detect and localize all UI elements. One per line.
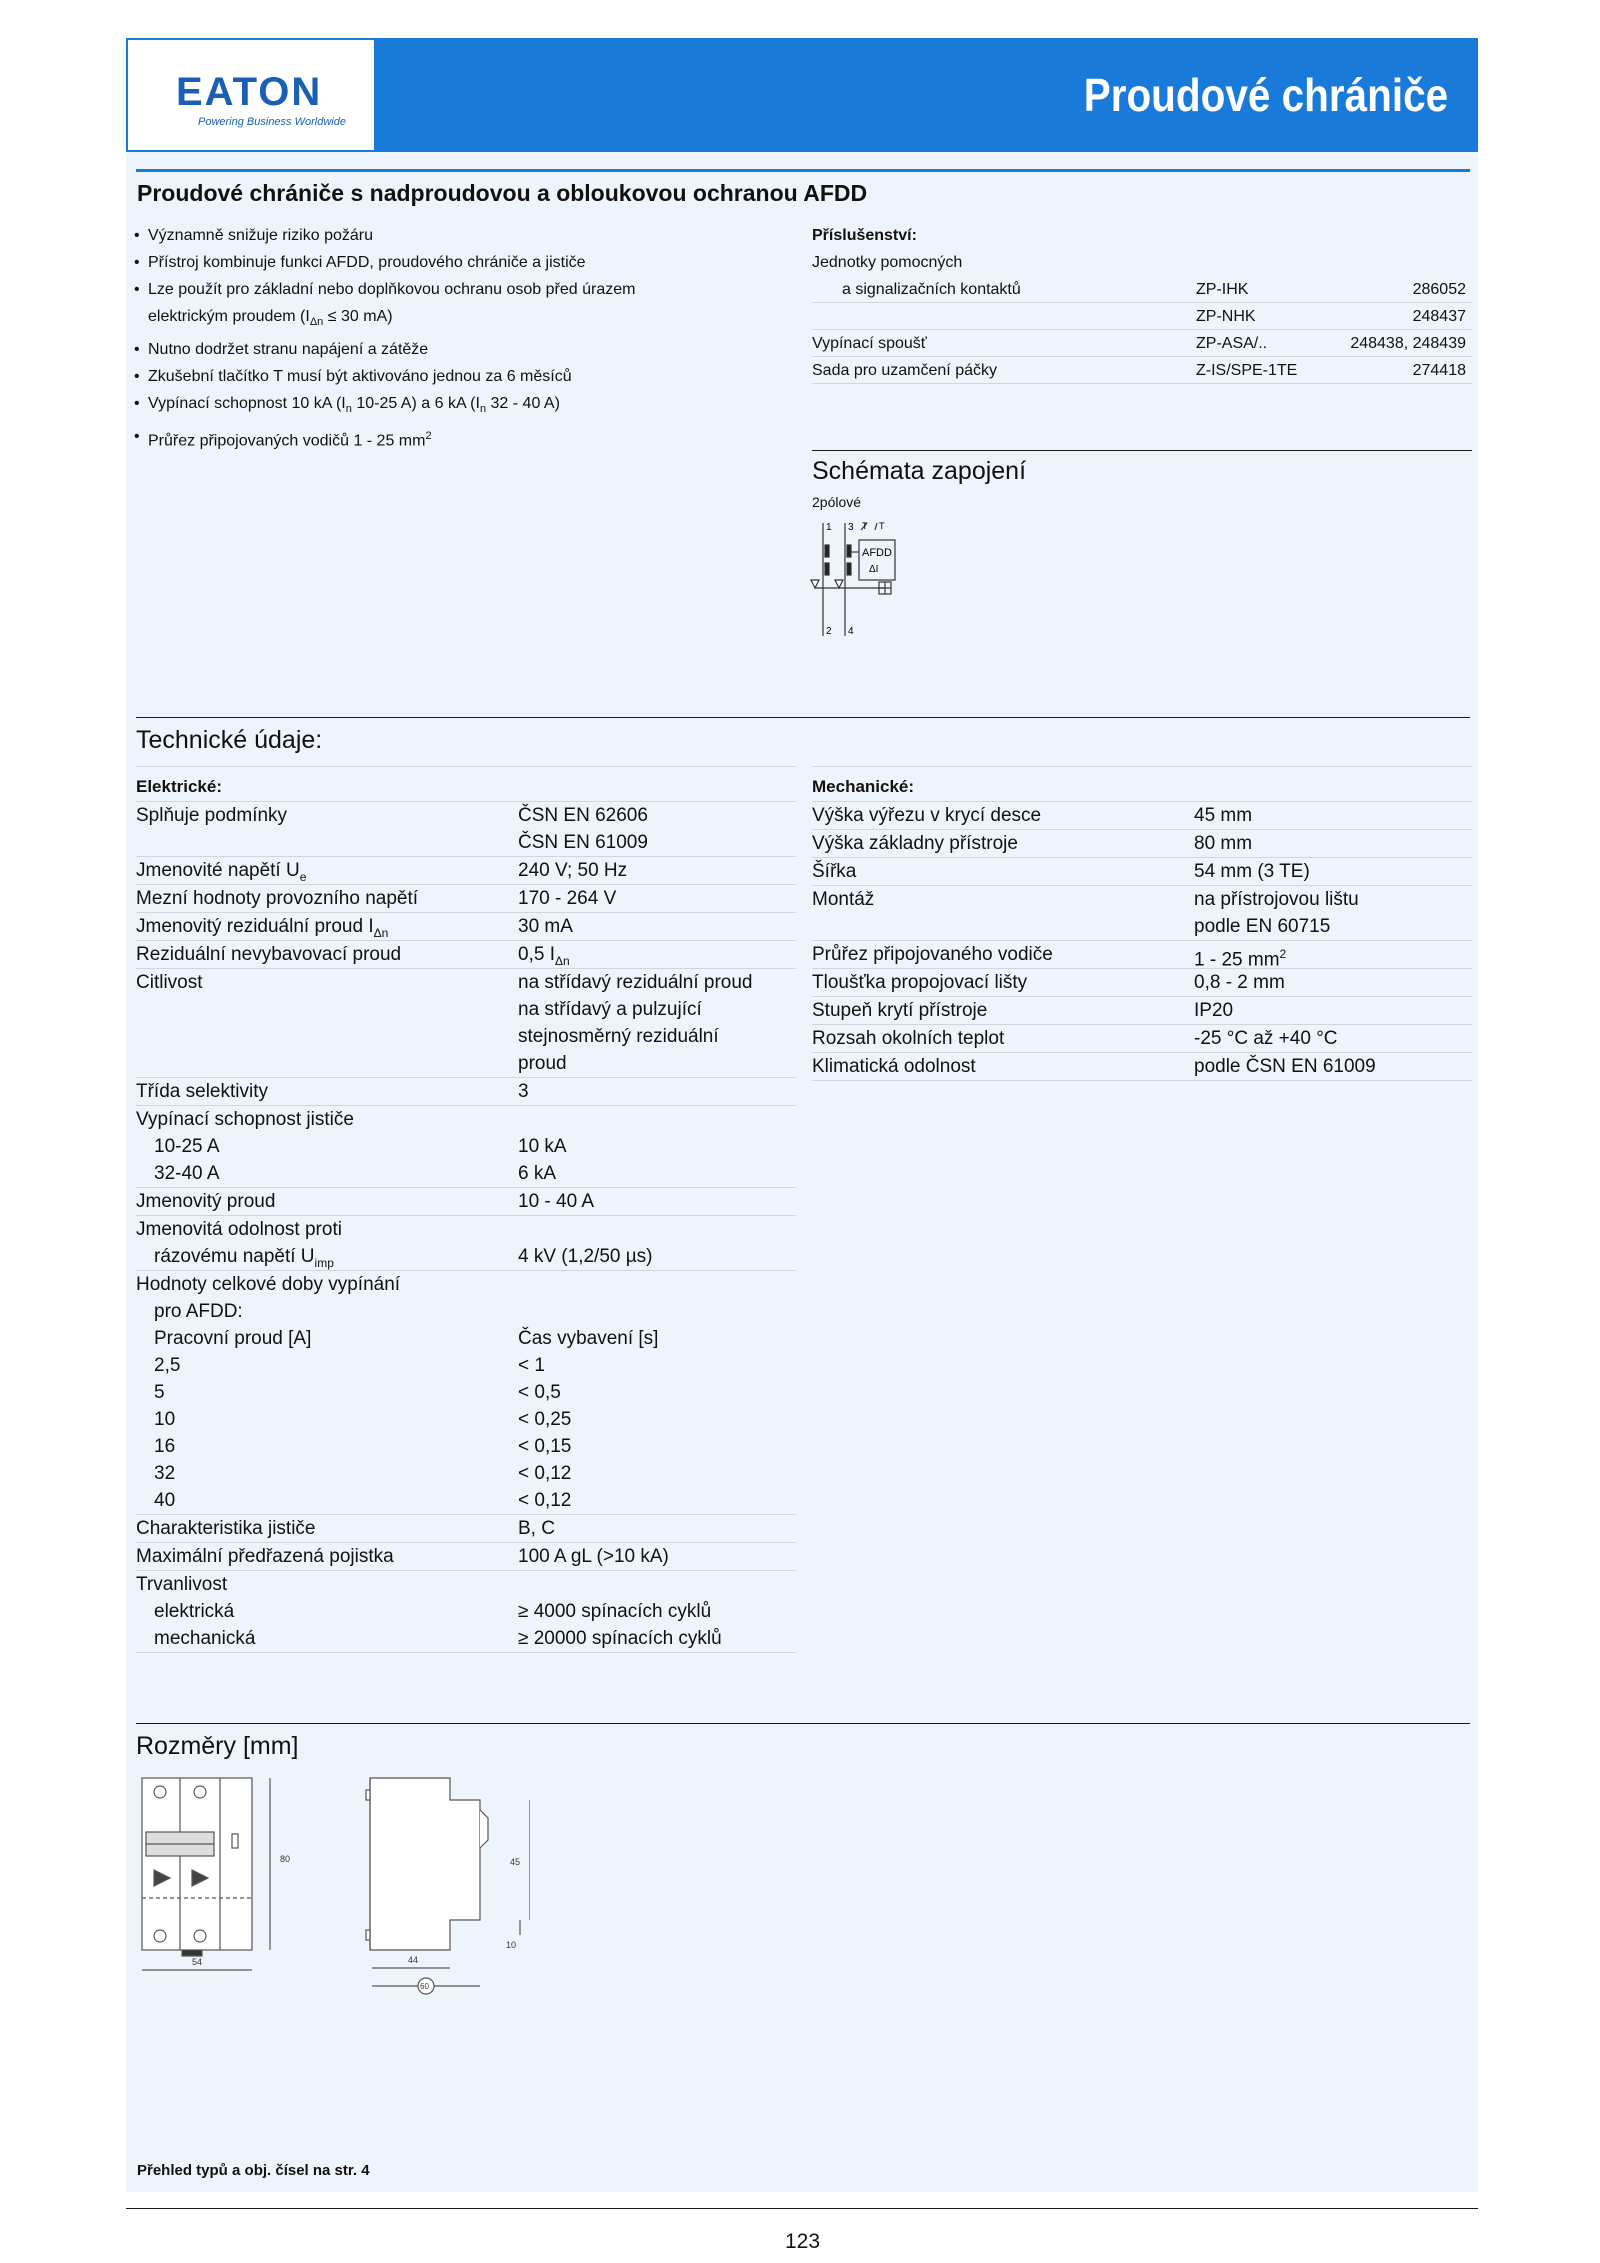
table-row xyxy=(812,1025,1472,1053)
page-header xyxy=(126,38,1478,152)
superscript: 2 xyxy=(1279,947,1287,961)
spec-label: Vypínací schopnost jističe xyxy=(136,1109,354,1130)
spec-label: 10 xyxy=(154,1409,176,1430)
terminal-label: T xyxy=(879,521,885,531)
spec-value: < 0,15 xyxy=(518,1436,572,1457)
spec-label: 32-40 A xyxy=(154,1163,220,1184)
spec-label: Tloušťka propojovací lišty xyxy=(812,972,1028,993)
spec-value: 100 A gL (>10 kA) xyxy=(518,1546,669,1567)
table-row xyxy=(136,913,796,941)
list-item: • Významně snižuje riziko požáru xyxy=(134,222,784,249)
spec-value: ČSN EN 61009 xyxy=(518,832,648,853)
spec-label: Maximální předřazená pojistka xyxy=(136,1546,394,1567)
table-row xyxy=(136,1571,796,1653)
logo-tagline: Powering Business Worldwide xyxy=(198,116,346,128)
feature-list xyxy=(134,222,784,455)
spec-label: Splňuje podmínky xyxy=(136,805,288,826)
spec-label: Třída selektivity xyxy=(136,1081,268,1102)
spec-value: 10 - 40 A xyxy=(518,1191,595,1212)
device-label: ΔI xyxy=(869,564,879,575)
spec-label: 40 xyxy=(154,1490,176,1511)
accessory-type: ZP-IHK xyxy=(1196,281,1249,298)
page-title: Proudové chrániče xyxy=(1083,69,1448,121)
table-row xyxy=(136,941,796,969)
spec-value: < 0,5 xyxy=(518,1382,561,1403)
spec-value: 0,5 $I_{\Delta n}$ xyxy=(518,944,570,968)
list-item: • Přístroj kombinuje funkci AFDD, proudového chrániče a jističe xyxy=(134,249,784,276)
spec-value: 10 kA xyxy=(518,1136,567,1157)
accessory-name: a signalizačních kontaktů xyxy=(842,281,1021,298)
spec-value: ≥ 4000 spínacích cyklů xyxy=(518,1601,712,1622)
table-row xyxy=(812,1053,1472,1081)
spec-value: na střídavý reziduální proud xyxy=(518,972,753,993)
dim-label: 10 xyxy=(506,1940,517,1950)
spec-label: Citlivost xyxy=(136,972,203,993)
mechanical-table xyxy=(812,772,1472,1081)
table-row xyxy=(812,886,1472,941)
spec-label: Průřez připojovaného vodiče xyxy=(812,944,1053,965)
spec-value: 6 kA xyxy=(518,1163,557,1184)
page-number: 123 xyxy=(785,2230,821,2253)
spec-label: Pracovní proud [A] xyxy=(154,1328,312,1349)
spec-label: Jmenovitá odolnost proti xyxy=(136,1219,342,1240)
terminal-label: T xyxy=(862,521,868,531)
table-row xyxy=(812,830,1472,858)
table-row xyxy=(136,1078,796,1106)
spec-label: Stupeň krytí přístroje xyxy=(812,1000,988,1021)
table-row xyxy=(812,941,1472,969)
table-row xyxy=(812,357,1472,384)
electrical-table xyxy=(136,772,796,1653)
spec-value: 170 - 264 V xyxy=(518,888,617,909)
spec-label: rázovému napětí $U_{imp}$ xyxy=(154,1246,334,1270)
divider xyxy=(136,1723,1470,1724)
list-item: • Zkušební tlačítko T musí být aktivováno jednou za 6 měsíců xyxy=(134,363,784,390)
spec-value: Čas vybavení [s] xyxy=(518,1328,659,1349)
table-row xyxy=(136,1216,796,1271)
spec-value: podle EN 60715 xyxy=(1194,916,1331,937)
spec-label: Hodnoty celkové doby vypínání xyxy=(136,1274,401,1295)
subscript: Δn xyxy=(554,953,570,968)
spec-label: Reziduální nevybavovací proud xyxy=(136,944,402,965)
device-label: AFDD xyxy=(862,547,892,559)
accessory-code: 286052 xyxy=(1412,281,1466,298)
electrical-title: Elektrické: xyxy=(136,772,796,802)
spec-value: na střídavý a pulzující xyxy=(518,999,702,1020)
table-row xyxy=(812,969,1472,997)
terminal-label: 2 xyxy=(826,626,832,637)
spec-value: ČSN EN 62606 xyxy=(518,805,648,826)
accessory-name: Jednotky pomocných xyxy=(812,254,963,271)
spec-value: < 1 xyxy=(518,1355,545,1376)
spec-label: Výška základny přístroje xyxy=(812,833,1018,854)
spec-value: -25 °C až +40 °C xyxy=(1194,1028,1338,1049)
spec-label: elektrická xyxy=(154,1601,235,1622)
spec-value: 54 mm (3 TE) xyxy=(1194,861,1310,882)
terminal-label: 1 xyxy=(826,522,832,533)
spec-value: 1 - 25 $mm^2$ xyxy=(1194,947,1287,971)
accessory-type: ZP-ASA/.. xyxy=(1196,335,1268,352)
list-item: • Nutno dodržet stranu napájení a zátěže xyxy=(134,336,784,363)
spec-label: 10-25 A xyxy=(154,1136,220,1157)
table-row xyxy=(812,276,1472,303)
divider xyxy=(136,717,1470,718)
spec-value: 0,8 - 2 mm xyxy=(1194,972,1285,993)
table-row xyxy=(136,1271,796,1515)
divider xyxy=(812,450,1472,451)
schematics-title: Schémata zapojení xyxy=(812,457,1027,485)
dimensions-title: Rozměry [mm] xyxy=(136,1732,299,1760)
spec-label: Jmenovitý reziduální proud $I_{\Delta n}$ xyxy=(136,916,389,940)
table-row xyxy=(136,1188,796,1216)
table-row xyxy=(812,330,1472,357)
spec-label: 16 xyxy=(154,1436,176,1457)
list-item: • Průřez připojovaných vodičů 1 - 25 $mm^2$ xyxy=(134,423,784,454)
subscript: e xyxy=(299,869,307,884)
footer-note: Přehled typů a obj. čísel na str. 4 xyxy=(137,2162,370,2179)
spec-value: proud xyxy=(518,1053,567,1074)
spec-label: Mezní hodnoty provozního napětí xyxy=(136,888,419,909)
section-title: Proudové chrániče s nadproudovou a obloukovou ochranou AFDD xyxy=(137,180,868,206)
accessory-type: ZP-NHK xyxy=(1196,308,1256,325)
spec-label: Montáž xyxy=(812,889,875,910)
table-row xyxy=(136,802,796,857)
spec-value: 80 mm xyxy=(1194,833,1253,854)
divider xyxy=(136,169,1470,172)
spec-label: Klimatická odolnost xyxy=(812,1056,976,1077)
accessory-name: Vypínací spoušť xyxy=(812,335,927,352)
spec-value: na přístrojovou lištu xyxy=(1194,889,1359,910)
spec-value: stejnosměrný reziduální xyxy=(518,1026,719,1047)
spec-value: 45 mm xyxy=(1194,805,1253,826)
tech-title: Technické údaje: xyxy=(136,726,323,754)
spec-label: Trvanlivost xyxy=(136,1574,228,1595)
spec-value: 30 mA xyxy=(518,916,573,937)
spec-value: 3 xyxy=(518,1081,529,1102)
spec-label: Charakteristika jističe xyxy=(136,1518,316,1539)
divider xyxy=(126,2208,1478,2209)
spec-value: < 0,25 xyxy=(518,1409,572,1430)
table-row xyxy=(136,885,796,913)
spec-label: Šířka xyxy=(812,861,857,882)
table-row xyxy=(812,303,1472,330)
logo-text: EATON xyxy=(176,70,323,114)
spec-label: Jmenovité napětí $U_e$ xyxy=(136,860,307,884)
dim-label: 54 xyxy=(192,1957,203,1967)
spec-label: mechanická xyxy=(154,1628,256,1649)
list-item: • Vypínací schopnost 10 kA ($I_n$ 10-25 A) a 6 kA ($I_n$ 32 - 40 A) xyxy=(134,390,784,423)
spec-label: Jmenovitý proud xyxy=(136,1191,276,1212)
spec-value: < 0,12 xyxy=(518,1490,572,1511)
accessory-type: Z-IS/SPE-1TE xyxy=(1196,362,1298,379)
table-row xyxy=(812,858,1472,886)
mechanical-title: Mechanické: xyxy=(812,772,1472,802)
table-row xyxy=(812,249,1472,276)
subscript: Δn xyxy=(373,925,389,940)
spec-label: 5 xyxy=(154,1382,165,1403)
dim-label: 60 xyxy=(420,1982,429,1991)
table-row xyxy=(136,1515,796,1543)
table-row xyxy=(812,997,1472,1025)
spec-label: Rozsah okolních teplot xyxy=(812,1028,1005,1049)
table-row xyxy=(812,802,1472,830)
spec-label: pro AFDD: xyxy=(154,1301,243,1322)
spec-label: 2,5 xyxy=(154,1355,181,1376)
dim-label: 80 xyxy=(280,1854,291,1864)
spec-value: B, C xyxy=(518,1518,555,1539)
dim-label: 44 xyxy=(408,1955,419,1965)
subscript: imp xyxy=(314,1255,334,1270)
spec-label: Výška výřezu v krycí desce xyxy=(812,805,1042,826)
dimension-drawing xyxy=(130,1770,530,2000)
spec-label: 32 xyxy=(154,1463,176,1484)
table-row xyxy=(136,1106,796,1188)
accessory-code: 248437 xyxy=(1412,308,1466,325)
accessory-name: Sada pro uzamčení páčky xyxy=(812,362,997,379)
spec-value: 240 V; 50 Hz xyxy=(518,860,628,881)
accessory-code: 274418 xyxy=(1412,362,1466,379)
logo xyxy=(128,40,374,150)
schematics-subtitle: 2pólové xyxy=(812,494,862,510)
list-item: elektrickým proudem ($I_{\Delta n} \le 30$ mA) xyxy=(148,308,393,329)
table-row xyxy=(136,857,796,885)
spec-value: 4 kV (1,2/50 µs) xyxy=(518,1246,653,1267)
wiring-diagram xyxy=(805,518,925,643)
spec-value: ≥ 20000 spínacích cyklů xyxy=(518,1628,722,1649)
table-row xyxy=(136,1543,796,1571)
accessories-title: Příslušenství: xyxy=(812,227,917,244)
terminal-label: 4 xyxy=(848,626,854,637)
table-row xyxy=(136,969,796,1078)
list-item: • Lze použít pro základní nebo doplňkovou ochranu osob před úrazem xyxy=(134,276,784,303)
terminal-label: 3 xyxy=(848,522,854,533)
spec-value: < 0,12 xyxy=(518,1463,572,1484)
accessories-table xyxy=(812,222,1472,384)
spec-value: IP20 xyxy=(1194,1000,1234,1021)
spec-value: podle ČSN EN 61009 xyxy=(1194,1056,1376,1077)
dim-label: 45 xyxy=(510,1857,521,1867)
accessory-code: 248438, 248439 xyxy=(1350,335,1466,352)
